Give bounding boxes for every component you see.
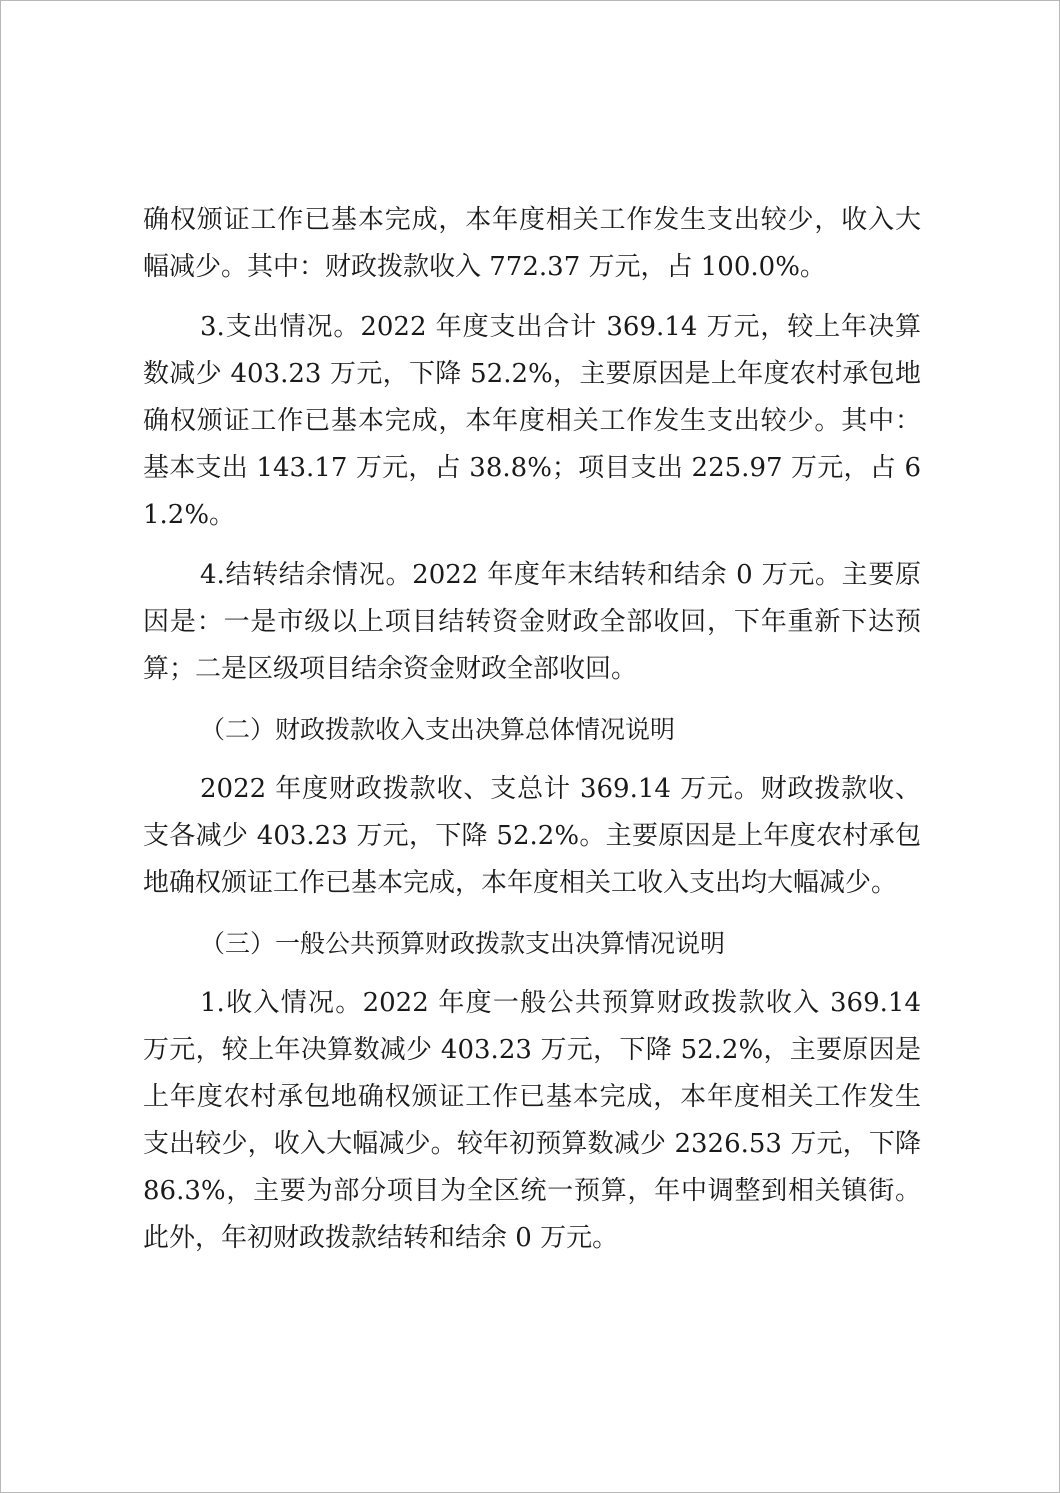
paragraph-fiscal-overview: 2022 年度财政拨款收、支总计 369.14 万元。财政拨款收、支各减少 403.23 万元，下降 52.2%。主要原因是上年度农村承包地确权颁证工作已基本完成，本年度相关工收入支出均大幅减少。 [143, 774, 921, 898]
paragraph-income-continuation: 确权颁证工作已基本完成，本年度相关工作发生支出较少，收入大幅减少。其中：财政拨款收入 772.37 万元，占 100.0%。 [143, 205, 921, 282]
document-body [143, 197, 921, 1275]
paragraph-general-budget-income: 1.收入情况。2022 年度一般公共预算财政拨款收入 369.14 万元，较上年决算数减少 403.23 万元，下降 52.2%，主要原因是上年度农村承包地确权颁证工作已基本完成，本年度相关工作发生支出较少，收入大幅减少。较年初预算数减少 2326.53 万元，下降 86.3%，主要为部分项目为全区统一预算，年中调整到相关镇街。此外，年初财政拨款结转和结余 0 万元。 [143, 988, 921, 1253]
section-heading-fiscal-overview: （二）财政拨款收入支出决算总体情况说明 [200, 715, 676, 744]
paragraph-expenditure: 3.支出情况。2022 年度支出合计 369.14 万元，较上年决算数减少 403.23 万元，下降 52.2%，主要原因是上年度农村承包地确权颁证工作已基本完成，本年度相关工作发生支出较少。其中：基本支出 143.17 万元，占 38.8%；项目支出 225.97 万元，占 61.2%。 [143, 312, 921, 530]
section-heading-general-budget: （三）一般公共预算财政拨款支出决算情况说明 [200, 929, 726, 958]
paragraph-carryover: 4.结转结余情况。2022 年度年末结转和结余 0 万元。主要原因是：一是市级以上项目结转资金财政全部收回，下年重新下达预算；二是区级项目结余资金财政全部收回。 [143, 560, 921, 684]
